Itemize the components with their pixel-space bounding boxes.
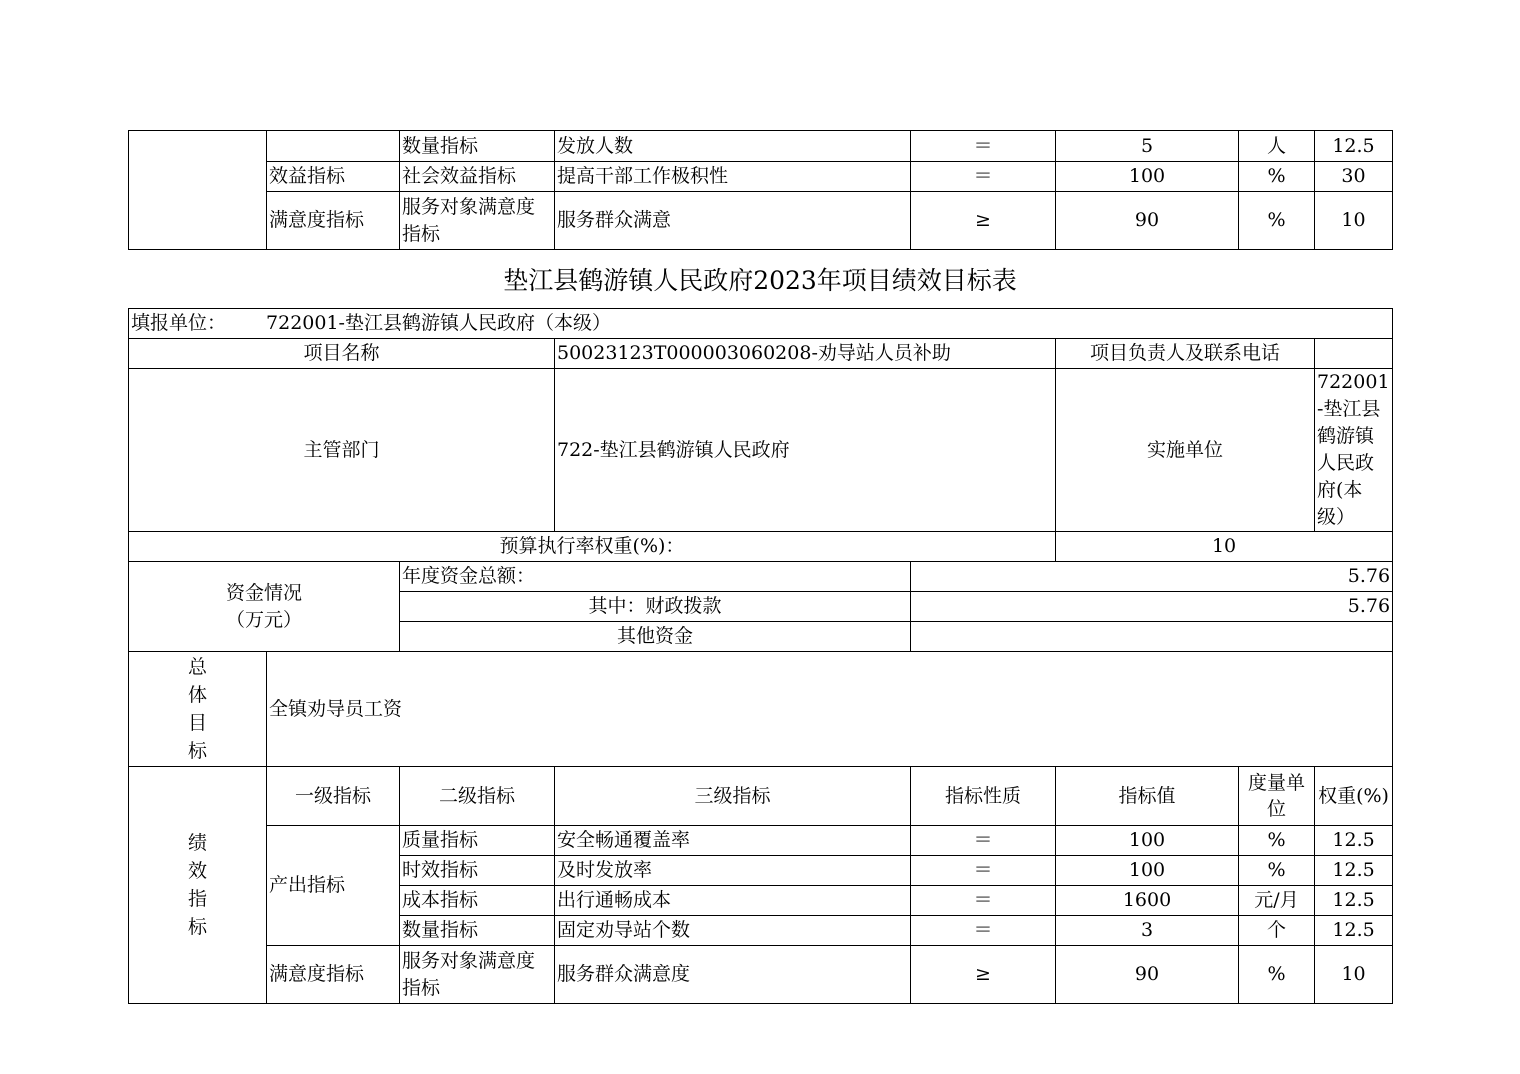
nature-cell: ＝ (911, 131, 1056, 162)
department-row (129, 369, 1393, 532)
nature-cell: ＝ (911, 886, 1056, 916)
level3-cell: 提高干部工作极积性 (555, 162, 911, 192)
level2-cell: 社会效益指标 (400, 162, 555, 192)
weight-cell: 10 (1315, 192, 1393, 250)
value-cell: 90 (1056, 946, 1239, 1004)
performance-target-table (128, 308, 1393, 1004)
level2-cell: 服务对象满意度指标 (400, 192, 555, 250)
table-row (129, 131, 1393, 162)
level3-cell: 发放人数 (555, 131, 911, 162)
level2-cell: 成本指标 (400, 886, 555, 916)
value-cell: 100 (1056, 162, 1239, 192)
weight-cell: 30 (1315, 162, 1393, 192)
budget-rate-row (129, 532, 1393, 562)
header-unit: 度量单位 (1239, 767, 1315, 826)
fill-unit-value: 722001-垫江县鹤游镇人民政府（本级） (266, 312, 611, 334)
unit-cell: 人 (1239, 131, 1315, 162)
value-cell: 100 (1056, 856, 1239, 886)
level1-cell: 效益指标 (267, 162, 400, 192)
table-row (129, 826, 1393, 856)
funds-label (129, 562, 400, 652)
level1-cell: 满意度指标 (267, 192, 400, 250)
funds-fiscal-label: 其中：财政拨款 (400, 592, 911, 622)
header-nature: 指标性质 (911, 767, 1056, 826)
unit-cell: 元/月 (1239, 886, 1315, 916)
funds-other-label: 其他资金 (400, 622, 911, 652)
weight-cell: 12.5 (1315, 886, 1393, 916)
impl-label: 实施单位 (1056, 369, 1315, 532)
level2-cell: 数量指标 (400, 916, 555, 946)
level2-cell: 质量指标 (400, 826, 555, 856)
unit-cell: % (1239, 826, 1315, 856)
blank-cell (267, 131, 400, 162)
header-weight: 权重(%) (1315, 767, 1393, 826)
level2-cell: 数量指标 (400, 131, 555, 162)
header-value: 指标值 (1056, 767, 1239, 826)
fill-unit-label: 填报单位： (131, 312, 227, 334)
unit-cell: % (1239, 162, 1315, 192)
funds-other-value (911, 622, 1393, 652)
nature-cell: ＝ (911, 162, 1056, 192)
funds-total-label: 年度资金总额： (400, 562, 911, 592)
nature-cell: ＝ (911, 856, 1056, 886)
level2-cell: 服务对象满意度指标 (400, 946, 555, 1004)
overall-goal-row (129, 652, 1393, 767)
weight-cell: 10 (1315, 946, 1393, 1004)
indicator-header-row (129, 767, 1393, 826)
unit-cell: % (1239, 192, 1315, 250)
value-cell: 5 (1056, 131, 1239, 162)
table-row (129, 162, 1393, 192)
funds-fiscal-value: 5.76 (911, 592, 1393, 622)
value-cell: 100 (1056, 826, 1239, 856)
header-level1: 一级指标 (267, 767, 400, 826)
unit-cell: % (1239, 856, 1315, 886)
table-row (129, 946, 1393, 1004)
budget-rate-label: 预算执行率权重(%)： (129, 532, 1056, 562)
weight-cell: 12.5 (1315, 916, 1393, 946)
blank-cell (129, 131, 267, 250)
funds-label-line2: （万元） (225, 608, 302, 631)
nature-cell: ＝ (911, 916, 1056, 946)
project-name-value: 50023123T000003060208-劝导站人员补助 (555, 339, 1056, 369)
nature-cell: ≥ (911, 192, 1056, 250)
funds-total-value: 5.76 (911, 562, 1393, 592)
value-cell: 90 (1056, 192, 1239, 250)
document-title: 垫江县鹤游镇人民政府2023年项目绩效目标表 (503, 266, 1017, 295)
level3-cell: 安全畅通覆盖率 (555, 826, 911, 856)
level3-cell: 服务群众满意度 (555, 946, 911, 1004)
weight-cell: 12.5 (1315, 856, 1393, 886)
performance-indicator-label: 绩 效 指 标 (129, 767, 267, 1004)
impl-value: 722001-垫江县鹤游镇人民政府(本级） (1315, 369, 1393, 532)
nature-cell: ≥ (911, 946, 1056, 1004)
level3-cell: 固定劝导站个数 (555, 916, 911, 946)
funds-label-line1: 资金情况 (225, 581, 302, 604)
nature-cell: ＝ (911, 826, 1056, 856)
funds-total-row (129, 562, 1393, 592)
level3-cell: 及时发放率 (555, 856, 911, 886)
project-name-row (129, 339, 1393, 369)
level3-cell: 出行通畅成本 (555, 886, 911, 916)
contact-value (1315, 339, 1393, 369)
fill-unit-row (129, 309, 1393, 339)
overall-goal-value: 全镇劝导员工资 (267, 652, 1393, 767)
weight-cell: 12.5 (1315, 826, 1393, 856)
dept-value: 722-垫江县鹤游镇人民政府 (555, 369, 1056, 532)
continuation-table (128, 130, 1393, 250)
header-level2: 二级指标 (400, 767, 555, 826)
level3-cell: 服务群众满意 (555, 192, 911, 250)
unit-cell: 个 (1239, 916, 1315, 946)
overall-goal-label: 总 体 目 标 (129, 652, 267, 767)
budget-rate-value: 10 (1056, 532, 1393, 562)
unit-cell: % (1239, 946, 1315, 1004)
fill-unit-cell (129, 309, 1393, 339)
project-name-label: 项目名称 (129, 339, 555, 369)
header-level3: 三级指标 (555, 767, 911, 826)
weight-cell: 12.5 (1315, 131, 1393, 162)
table-row (129, 192, 1393, 250)
level1-cell: 满意度指标 (267, 946, 400, 1004)
value-cell: 1600 (1056, 886, 1239, 916)
output-indicator-label: 产出指标 (267, 826, 400, 946)
contact-label: 项目负责人及联系电话 (1056, 339, 1315, 369)
level2-cell: 时效指标 (400, 856, 555, 886)
value-cell: 3 (1056, 916, 1239, 946)
dept-label: 主管部门 (129, 369, 555, 532)
